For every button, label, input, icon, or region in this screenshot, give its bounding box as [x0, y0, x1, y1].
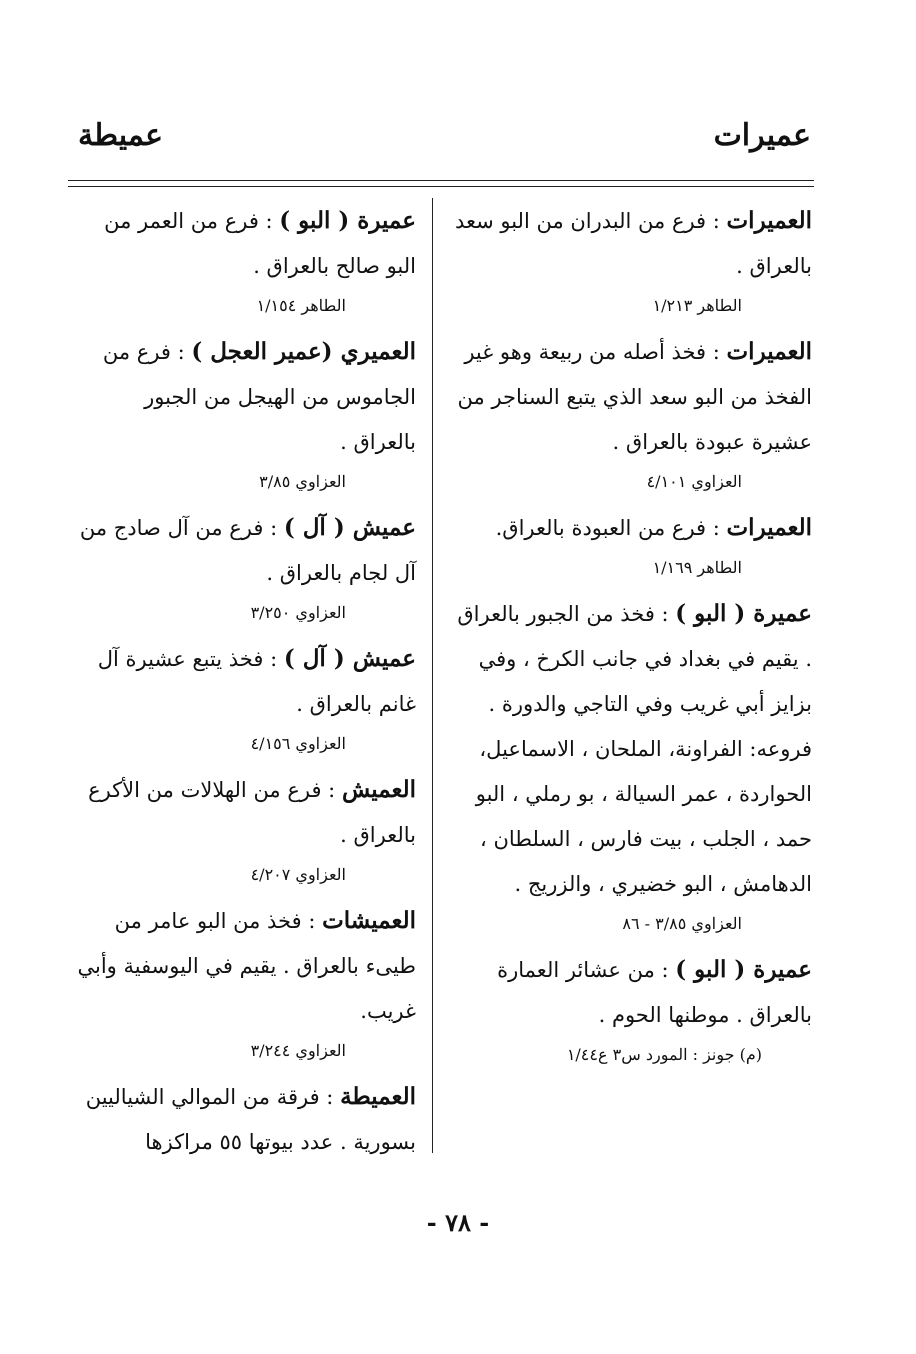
header-rule [68, 180, 814, 181]
entry-head: عميش ( آل ) [283, 645, 416, 672]
entry [76, 329, 416, 499]
entry-head: عميرة ( البو ) [279, 207, 416, 234]
entry [76, 636, 416, 761]
entry [76, 198, 416, 323]
entry-source: العزاوي ٣/٨٥ - ٨٦ [622, 914, 742, 933]
entry-text: : فخذ أصله من ربيعة وهو غير الفخذ من البو سعد الذي يتبع السناجر من عشيرة عبودة بالعراق . [457, 340, 812, 454]
entry [76, 505, 416, 630]
entry-text: : فرع من الهلالات من الأكرع بالعراق . [88, 778, 416, 847]
entry-text: : فخذ يتبع عشيرة آل غانم بالعراق . [97, 647, 416, 716]
entry [76, 1074, 416, 1165]
entry [452, 591, 812, 941]
entry-text: : فرع من البدران من البو سعد بالعراق . [454, 209, 812, 278]
entry-text: : فخذ من البو عامر من طيىء بالعراق . يقيم في اليوسفية وأبي غريب. [77, 909, 416, 1023]
entry [452, 947, 812, 1072]
entry [76, 767, 416, 892]
entry-head: عميرة ( البو ) [675, 600, 812, 627]
page-number: - ٧٨ - [426, 1208, 490, 1237]
entry-text: : فرع من الجاموس من الهيجل من الجبور بالعراق . [102, 340, 416, 454]
header-rule-double [68, 186, 814, 187]
entry-text: : فرع من العبودة بالعراق. [495, 516, 727, 540]
entry [76, 898, 416, 1068]
entry-source: الطاهر ١/١٥٤ [256, 296, 346, 315]
entry-head: العميش [341, 776, 416, 803]
entry-text: : فخذ من الجبور بالعراق . يقيم في بغداد في جانب الكرخ ، وفي بزايز أبي غريب وفي التاجي والدورة . فروعه: الفراونة، الملحان ، الاسماعيل، الحواردة ، عمر السيالة ، بو رملي ، البو حمد ، الجلب ، بيت فارس ، السلطان ، الدهامش ، البو خضيري ، والزريج . [457, 602, 812, 896]
entry-source: العزاوي ٣/٨٥ [259, 472, 346, 491]
entry-head: عميش ( آل ) [283, 514, 416, 541]
entry-head: العميشات [322, 907, 416, 934]
entry-source: (م) جونز : المورد س٣ ع١/٤٤ [566, 1045, 762, 1064]
entry-source: العزاوي ٤/١٥٦ [250, 734, 346, 753]
entry-head: العميرات [726, 514, 812, 541]
entry [452, 329, 812, 499]
running-header-right: عميرات [713, 118, 811, 153]
entry-source: العزاوي ٤/١٠١ [646, 472, 742, 491]
entry-text: : فرع من العمر من البو صالح بالعراق . [104, 209, 416, 278]
left-column [76, 198, 416, 1171]
column-divider [432, 198, 433, 1153]
entry-source: الطاهر ١/٢١٣ [652, 296, 742, 315]
entry-head: عميرة ( البو ) [675, 956, 812, 983]
entry-text: : من عشائر العمارة بالعراق . موطنها الحوم . [497, 958, 812, 1027]
right-column [452, 198, 812, 1078]
entry-head: العميرات [726, 207, 812, 234]
entry [452, 198, 812, 323]
running-header-left: عميطة [78, 118, 163, 153]
entry-head: العميري (عمير العجل ) [191, 338, 416, 365]
entry-text: : فرع من آل صادج من آل لجام بالعراق . [79, 516, 416, 585]
entry [452, 505, 812, 585]
entry-source: العزاوي ٤/٢٠٧ [250, 865, 346, 884]
entry-text: : فرقة من الموالي الشياليين بسورية . عدد بيوتها ٥٥ مراكزها [85, 1085, 416, 1154]
entry-head: العميرات [726, 338, 812, 365]
entry-source: الطاهر ١/١٦٩ [652, 558, 742, 577]
entry-source: العزاوي ٣/٢٤٤ [250, 1041, 346, 1060]
entry-head: العميطة [340, 1083, 416, 1110]
entry-source: العزاوي ٣/٢٥٠ [250, 603, 346, 622]
